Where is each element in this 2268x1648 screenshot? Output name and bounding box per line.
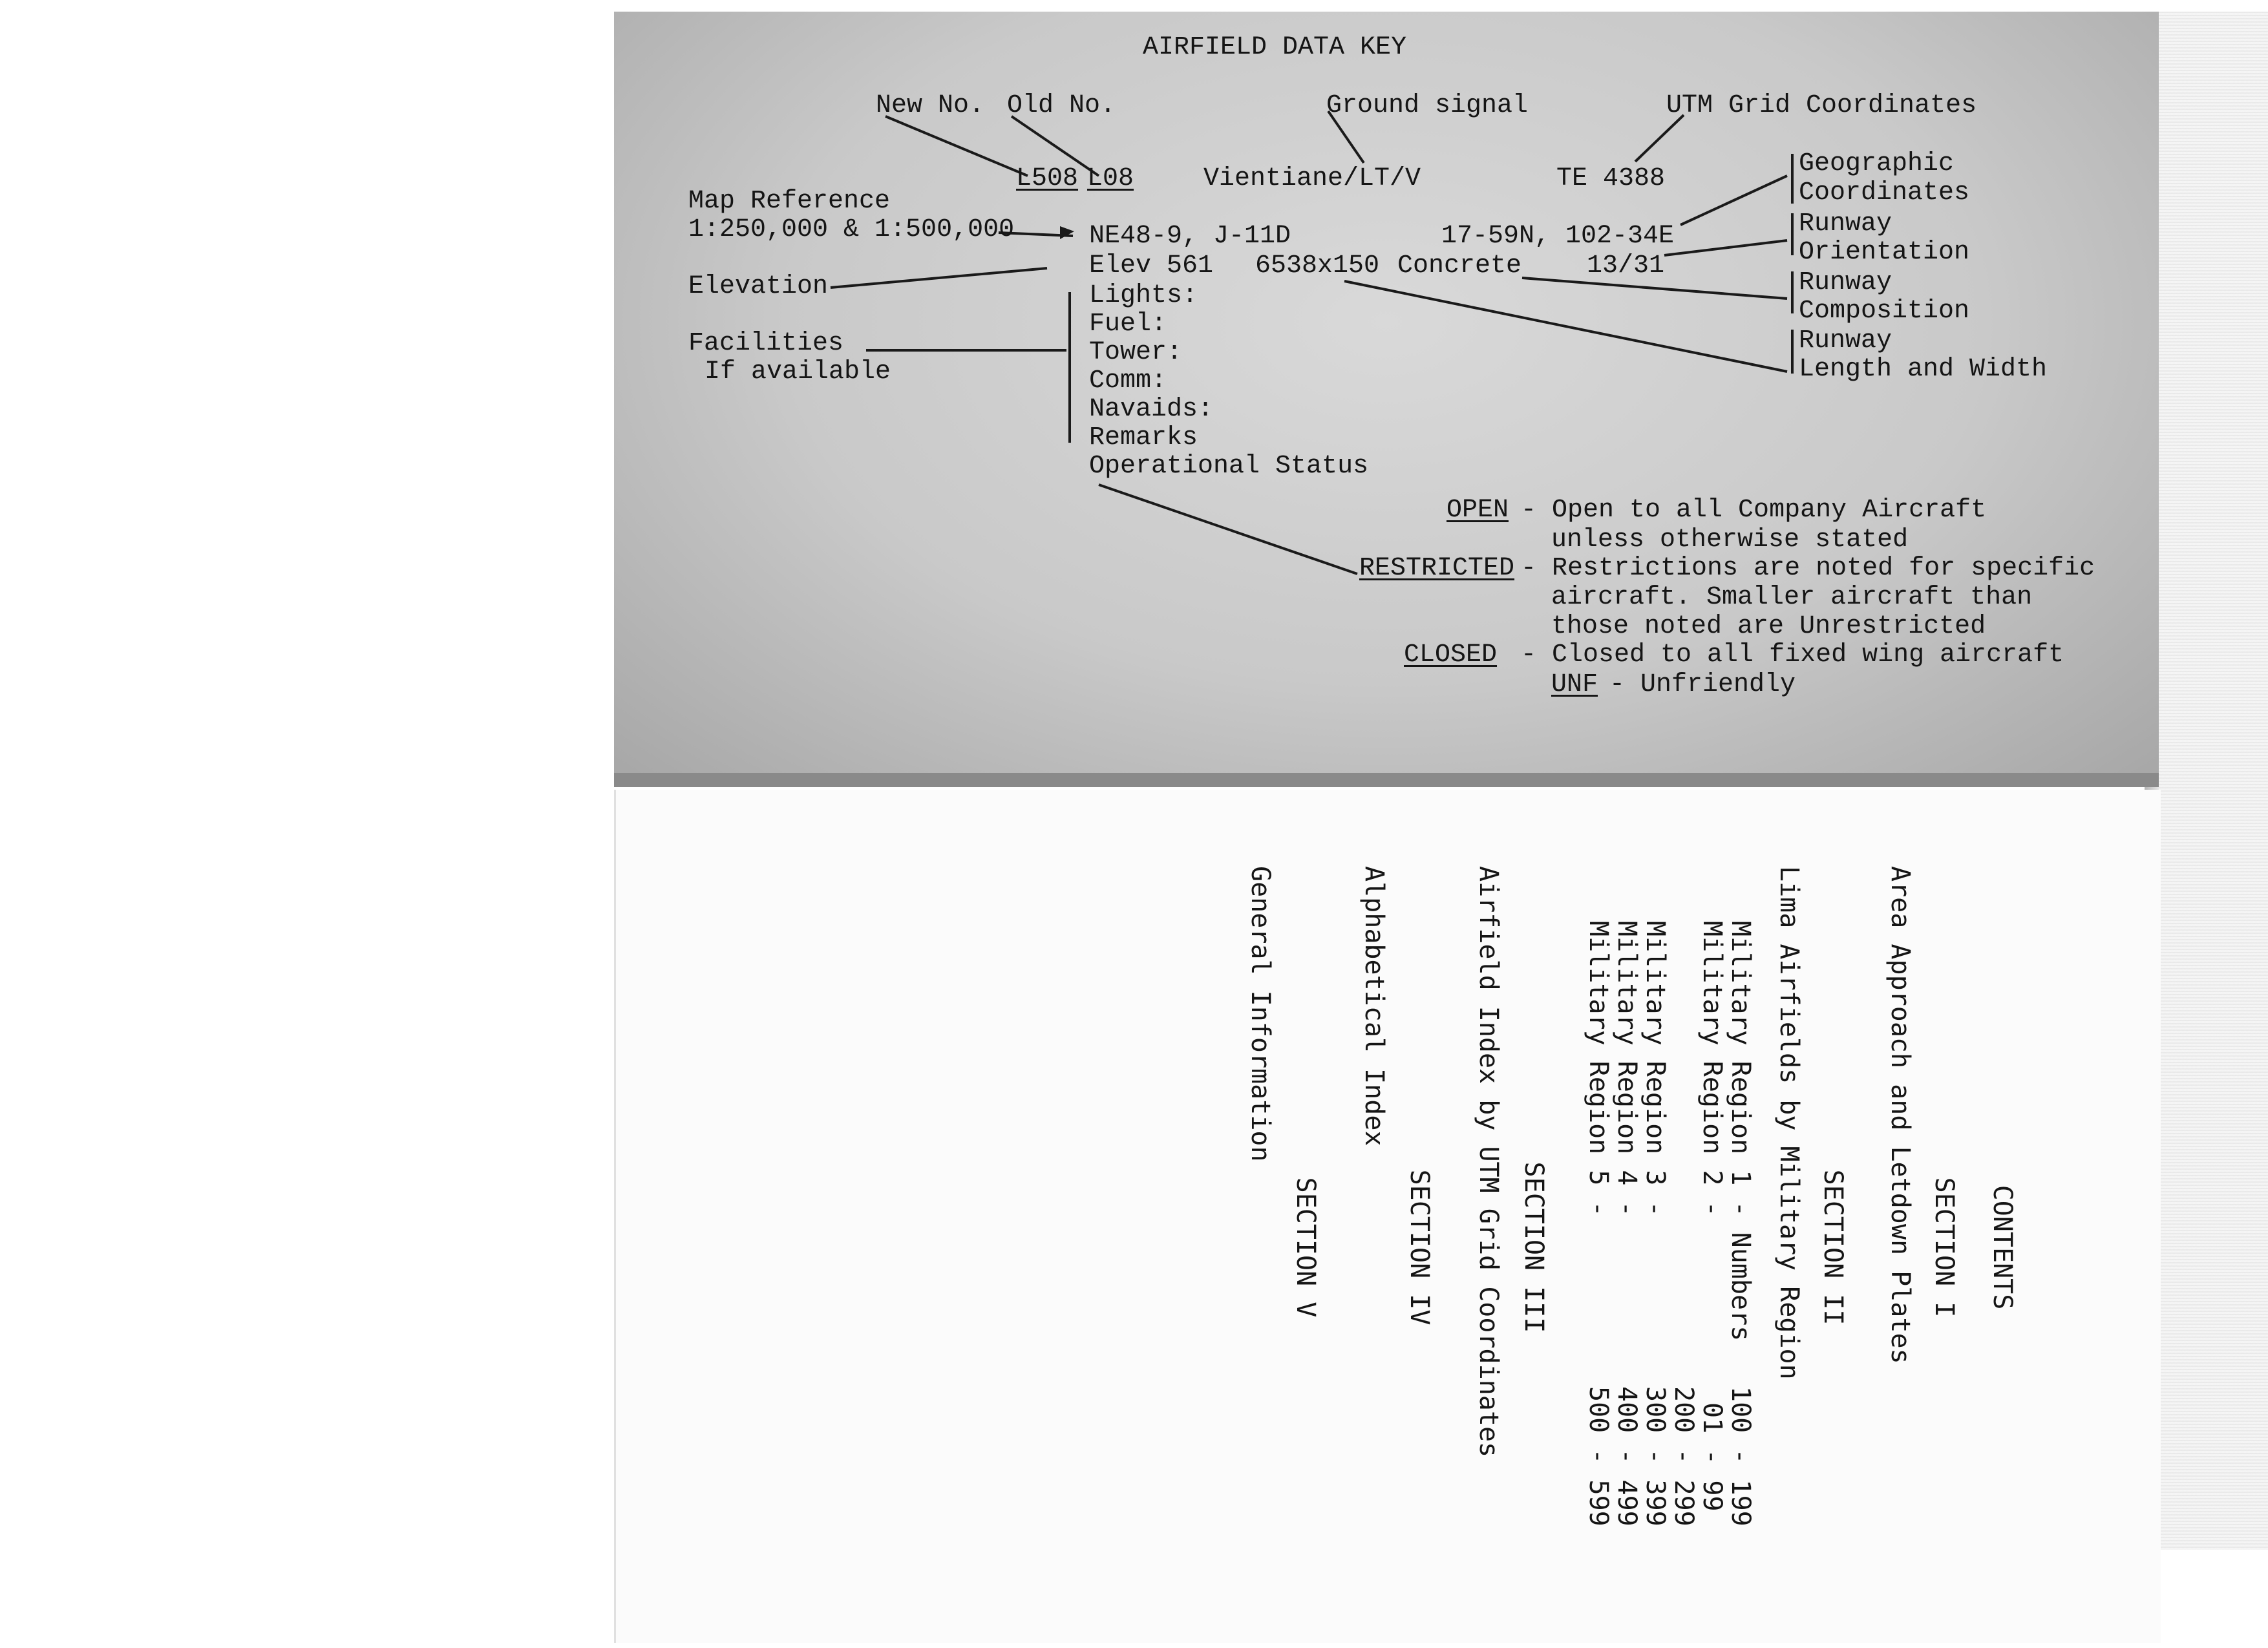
facility-item-tower: Tower:: [1089, 338, 1183, 367]
utm-grid-label: UTM Grid Coordinates: [1666, 91, 1977, 120]
facility-item-lights: Lights:: [1089, 281, 1198, 310]
facilities-if-available-label: If available: [705, 357, 891, 386]
status-restricted-desc-3: those noted are Unrestricted: [1551, 612, 1986, 641]
runway-length-label-1: Runway: [1799, 326, 1892, 355]
facility-item-remarks: Remarks: [1089, 423, 1198, 452]
facility-item-comm: Comm:: [1089, 366, 1167, 396]
new-number-value: L508: [1016, 164, 1079, 193]
runway-orientation-label-2: Orientation: [1799, 238, 1970, 267]
coordinates-label: Coordinates: [1799, 178, 1970, 207]
region-2-label: Military Region 2 -: [1697, 921, 1727, 1217]
runway-length-label-2: Length and Width: [1799, 355, 2048, 384]
facility-item-operational-status: Operational Status: [1089, 452, 1369, 481]
section-2-item: Lima Airfields by Military Region: [1774, 866, 1804, 1380]
region-1-range: 100 - 199: [1726, 1386, 1755, 1527]
region-3-range: 300 - 399: [1640, 1386, 1670, 1527]
section-1-heading: SECTION I: [1929, 1177, 1959, 1318]
region-5-range: 500 - 599: [1584, 1386, 1613, 1527]
runway-composition-label-2: Composition: [1799, 297, 1970, 326]
runway-composition-value: Concrete: [1397, 251, 1522, 280]
region-4-label: Military Region 4 -: [1612, 921, 1642, 1217]
status-closed-term: CLOSED: [1404, 640, 1498, 670]
status-closed-desc: - Closed to all fixed wing aircraft: [1521, 640, 2064, 670]
map-reference-value: NE48-9, J-11D: [1089, 222, 1291, 251]
status-restricted-term: RESTRICTED: [1359, 554, 1515, 583]
runway-length-width-value: 6538x150: [1255, 251, 1380, 280]
new-number-label: New No.: [876, 91, 985, 120]
contents-list: [1112, 866, 2017, 1527]
old-number-label: Old No.: [1007, 91, 1116, 120]
region-1-label: Military Region 1 - Numbers: [1726, 921, 1755, 1342]
section-4-heading: SECTION IV: [1404, 1169, 1434, 1326]
facility-item-fuel: Fuel:: [1089, 310, 1167, 339]
section-5-item: General Information: [1245, 866, 1275, 1162]
status-open-term: OPEN: [1447, 496, 1509, 525]
region-5-label: Military Region 5 -: [1584, 921, 1613, 1217]
section-2-heading: SECTION II: [1818, 1169, 1848, 1326]
elevation-label: Elevation: [688, 272, 829, 301]
status-unf-term: UNF: [1551, 670, 1598, 699]
facility-item-navaids: Navaids:: [1089, 395, 1214, 424]
facilities-label: Facilities: [688, 329, 844, 358]
status-open-desc-2: unless otherwise stated: [1551, 525, 1909, 555]
runway-orientation-value: 13/31: [1587, 251, 1665, 280]
airfield-data-key-page: [614, 12, 2159, 787]
runway-composition-label-1: Runway: [1799, 268, 1892, 297]
map-reference-label: Map Reference: [688, 187, 891, 216]
old-number-value: L08: [1087, 164, 1134, 193]
status-restricted-desc-2: aircraft. Smaller aircraft than: [1551, 583, 2033, 612]
section-3-heading: SECTION III: [1519, 1161, 1549, 1333]
contents-title: CONTENTS: [1987, 1185, 2017, 1310]
status-restricted-desc-1: - Restrictions are noted for specific: [1521, 554, 2095, 583]
region-2-range: 01 - 99: [1697, 1402, 1727, 1512]
section-3-item: Airfield Index by UTM Grid Coordinates: [1474, 866, 1503, 1458]
page-stack-edge: [2159, 12, 2268, 1550]
runway-orientation-label-1: Runway: [1799, 209, 1892, 238]
section-4-item: Alphabetical Index: [1359, 866, 1389, 1146]
region-2b-range: 200 - 299: [1669, 1386, 1699, 1527]
ground-signal-label: Ground signal: [1326, 91, 1529, 120]
section-1-item: Area Approach and Letdown Plates: [1885, 866, 1915, 1364]
geographic-label: Geographic: [1799, 149, 1955, 178]
geographic-coordinates-value: 17-59N, 102-34E: [1441, 222, 1675, 251]
section-5-heading: SECTION V: [1291, 1177, 1320, 1318]
elevation-value: Elev 561: [1089, 251, 1214, 280]
utm-value: TE 4388: [1556, 164, 1666, 193]
status-open-desc-1: - Open to all Company Aircraft: [1521, 496, 1987, 525]
name-and-signal-value: Vientiane/LT/V: [1203, 164, 1421, 193]
region-4-range: 400 - 499: [1612, 1386, 1642, 1527]
status-unf-desc: - Unfriendly: [1609, 670, 1796, 699]
region-3-label: Military Region 3 -: [1640, 921, 1670, 1217]
map-reference-scale: 1:250,000 & 1:500,000: [688, 215, 1015, 244]
key-title: AIRFIELD DATA KEY: [1143, 33, 1407, 62]
